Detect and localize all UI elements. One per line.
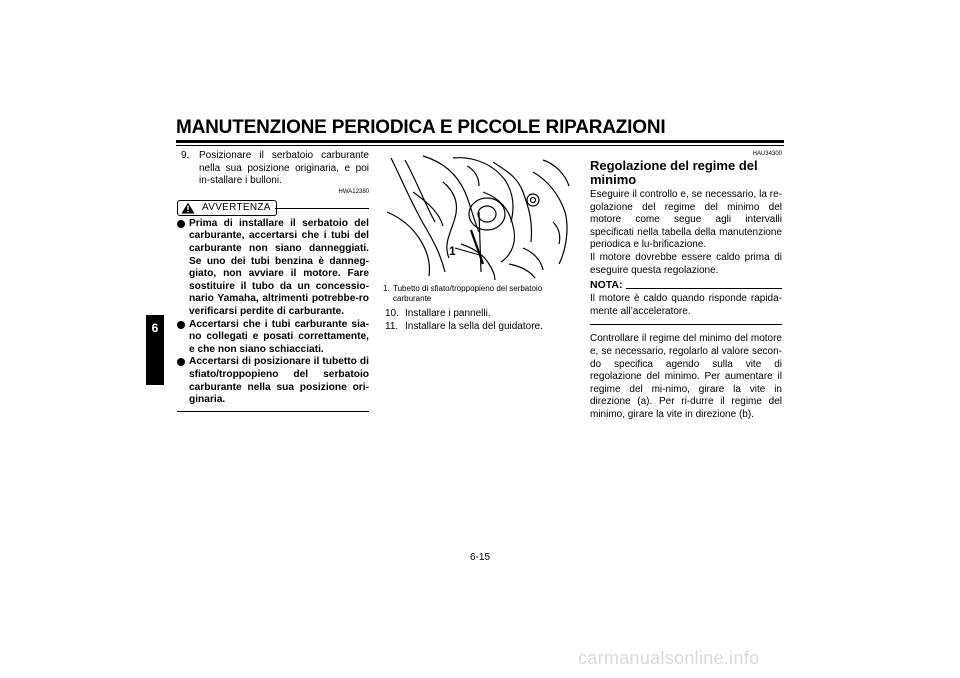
bullet-icon <box>177 358 185 366</box>
caption-text: Tubetto di sfiato/troppopieno del serbatoio carburante <box>393 284 543 303</box>
paragraph-intro: Eseguire il controllo e, se necessario, la re-golazione del regime del minimo del motore come segue agli intervalli specificati nella tabella della manutenzione periodica e lu-brificazione. <box>590 189 782 251</box>
bullet-icon <box>177 321 185 329</box>
title-rule <box>176 140 784 143</box>
warning-rule <box>275 208 369 209</box>
page-number: 6-15 <box>469 552 490 563</box>
warning-text: Accertarsi di posizionare il tubetto di sfiato/troppopieno del serbatoio carburante nella sua posizione ori-ginaria. <box>189 356 369 406</box>
section-heading: Regolazione del regime del minimo <box>590 158 758 187</box>
section-code: HAU34300 <box>752 151 782 157</box>
note-header <box>590 279 782 293</box>
figure-callout-1: 1 <box>449 244 456 258</box>
step-text: Installare la sella del guidatore. <box>405 320 543 332</box>
fuel-tank-illustration <box>383 152 573 280</box>
warning-end-rule <box>177 411 369 412</box>
warning-badge <box>177 200 277 216</box>
step-text: Installare i pannelli. <box>405 308 491 319</box>
note-text: Il motore è caldo quando risponde rapida-mente all’acceleratore. <box>590 293 782 317</box>
paragraph-adjustment: Controllare il regime del minimo del motore e, se necessario, regolarlo al valore secon-do specifica agendo sulla vite di regolazione del minimo. Per aumentare il regime del mi-nimo, girare la vite in direzione (a). Per ri-durre il regime del minimo, girare la vite in direzione (b). <box>590 333 782 420</box>
warning-item <box>177 319 369 357</box>
warning-text: Prima di installare il serbatoio del carburante, accertarsi che i tubi del carburante non siano danneggiati. Se uno dei tubi benzina è danneg-giato, non avviare il motore. Fare sostituire il tubo da un concessio-nario Yamaha, altrimenti potrebbe-ro verificarsi perdite di carburante. <box>189 217 369 317</box>
title-rule-thin <box>176 145 784 146</box>
warning-list <box>177 218 369 407</box>
step-11 <box>383 321 573 334</box>
chapter-tab: 6 <box>146 315 164 385</box>
step-number: 11. <box>385 320 399 332</box>
bullet-icon <box>177 220 185 228</box>
caption-number: 1. <box>383 284 390 293</box>
warning-label: AVVERTENZA <box>202 201 271 213</box>
paragraph-warm-engine: Il motore dovrebbe essere caldo prima di eseguire questa regolazione. <box>590 251 782 276</box>
watermark: carmanualsonline.info <box>578 648 760 668</box>
step-number: 10. <box>385 308 399 319</box>
warning-header <box>177 200 369 216</box>
step-number: 9. <box>181 150 190 161</box>
warning-text: Accertarsi che i tubi carburante sia-no collegati e posati correttamente, e che non siano schiacciati. <box>189 318 369 355</box>
note-rule <box>626 288 782 289</box>
left-column <box>177 150 369 412</box>
step-text: Posizionare il serbatoio carburante nella sua posizione originaria, e poi in-stallare i bulloni. <box>199 150 369 187</box>
figure-caption <box>383 284 573 304</box>
page-title: MANUTENZIONE PERIODICA E PICCOLE RIPARAZIONI <box>176 117 666 138</box>
warning-triangle-icon <box>181 202 195 214</box>
warning-item <box>177 218 369 319</box>
step-9 <box>177 150 369 188</box>
right-column <box>590 150 782 422</box>
steps-list <box>383 308 573 333</box>
step-10 <box>383 308 573 321</box>
note-end-rule <box>590 324 782 325</box>
fuel-tank-figure <box>383 152 573 280</box>
warning-code: HWA12380 <box>338 188 369 195</box>
note-label: NOTA: <box>590 279 623 292</box>
warning-item <box>177 356 369 406</box>
middle-column <box>383 150 573 333</box>
